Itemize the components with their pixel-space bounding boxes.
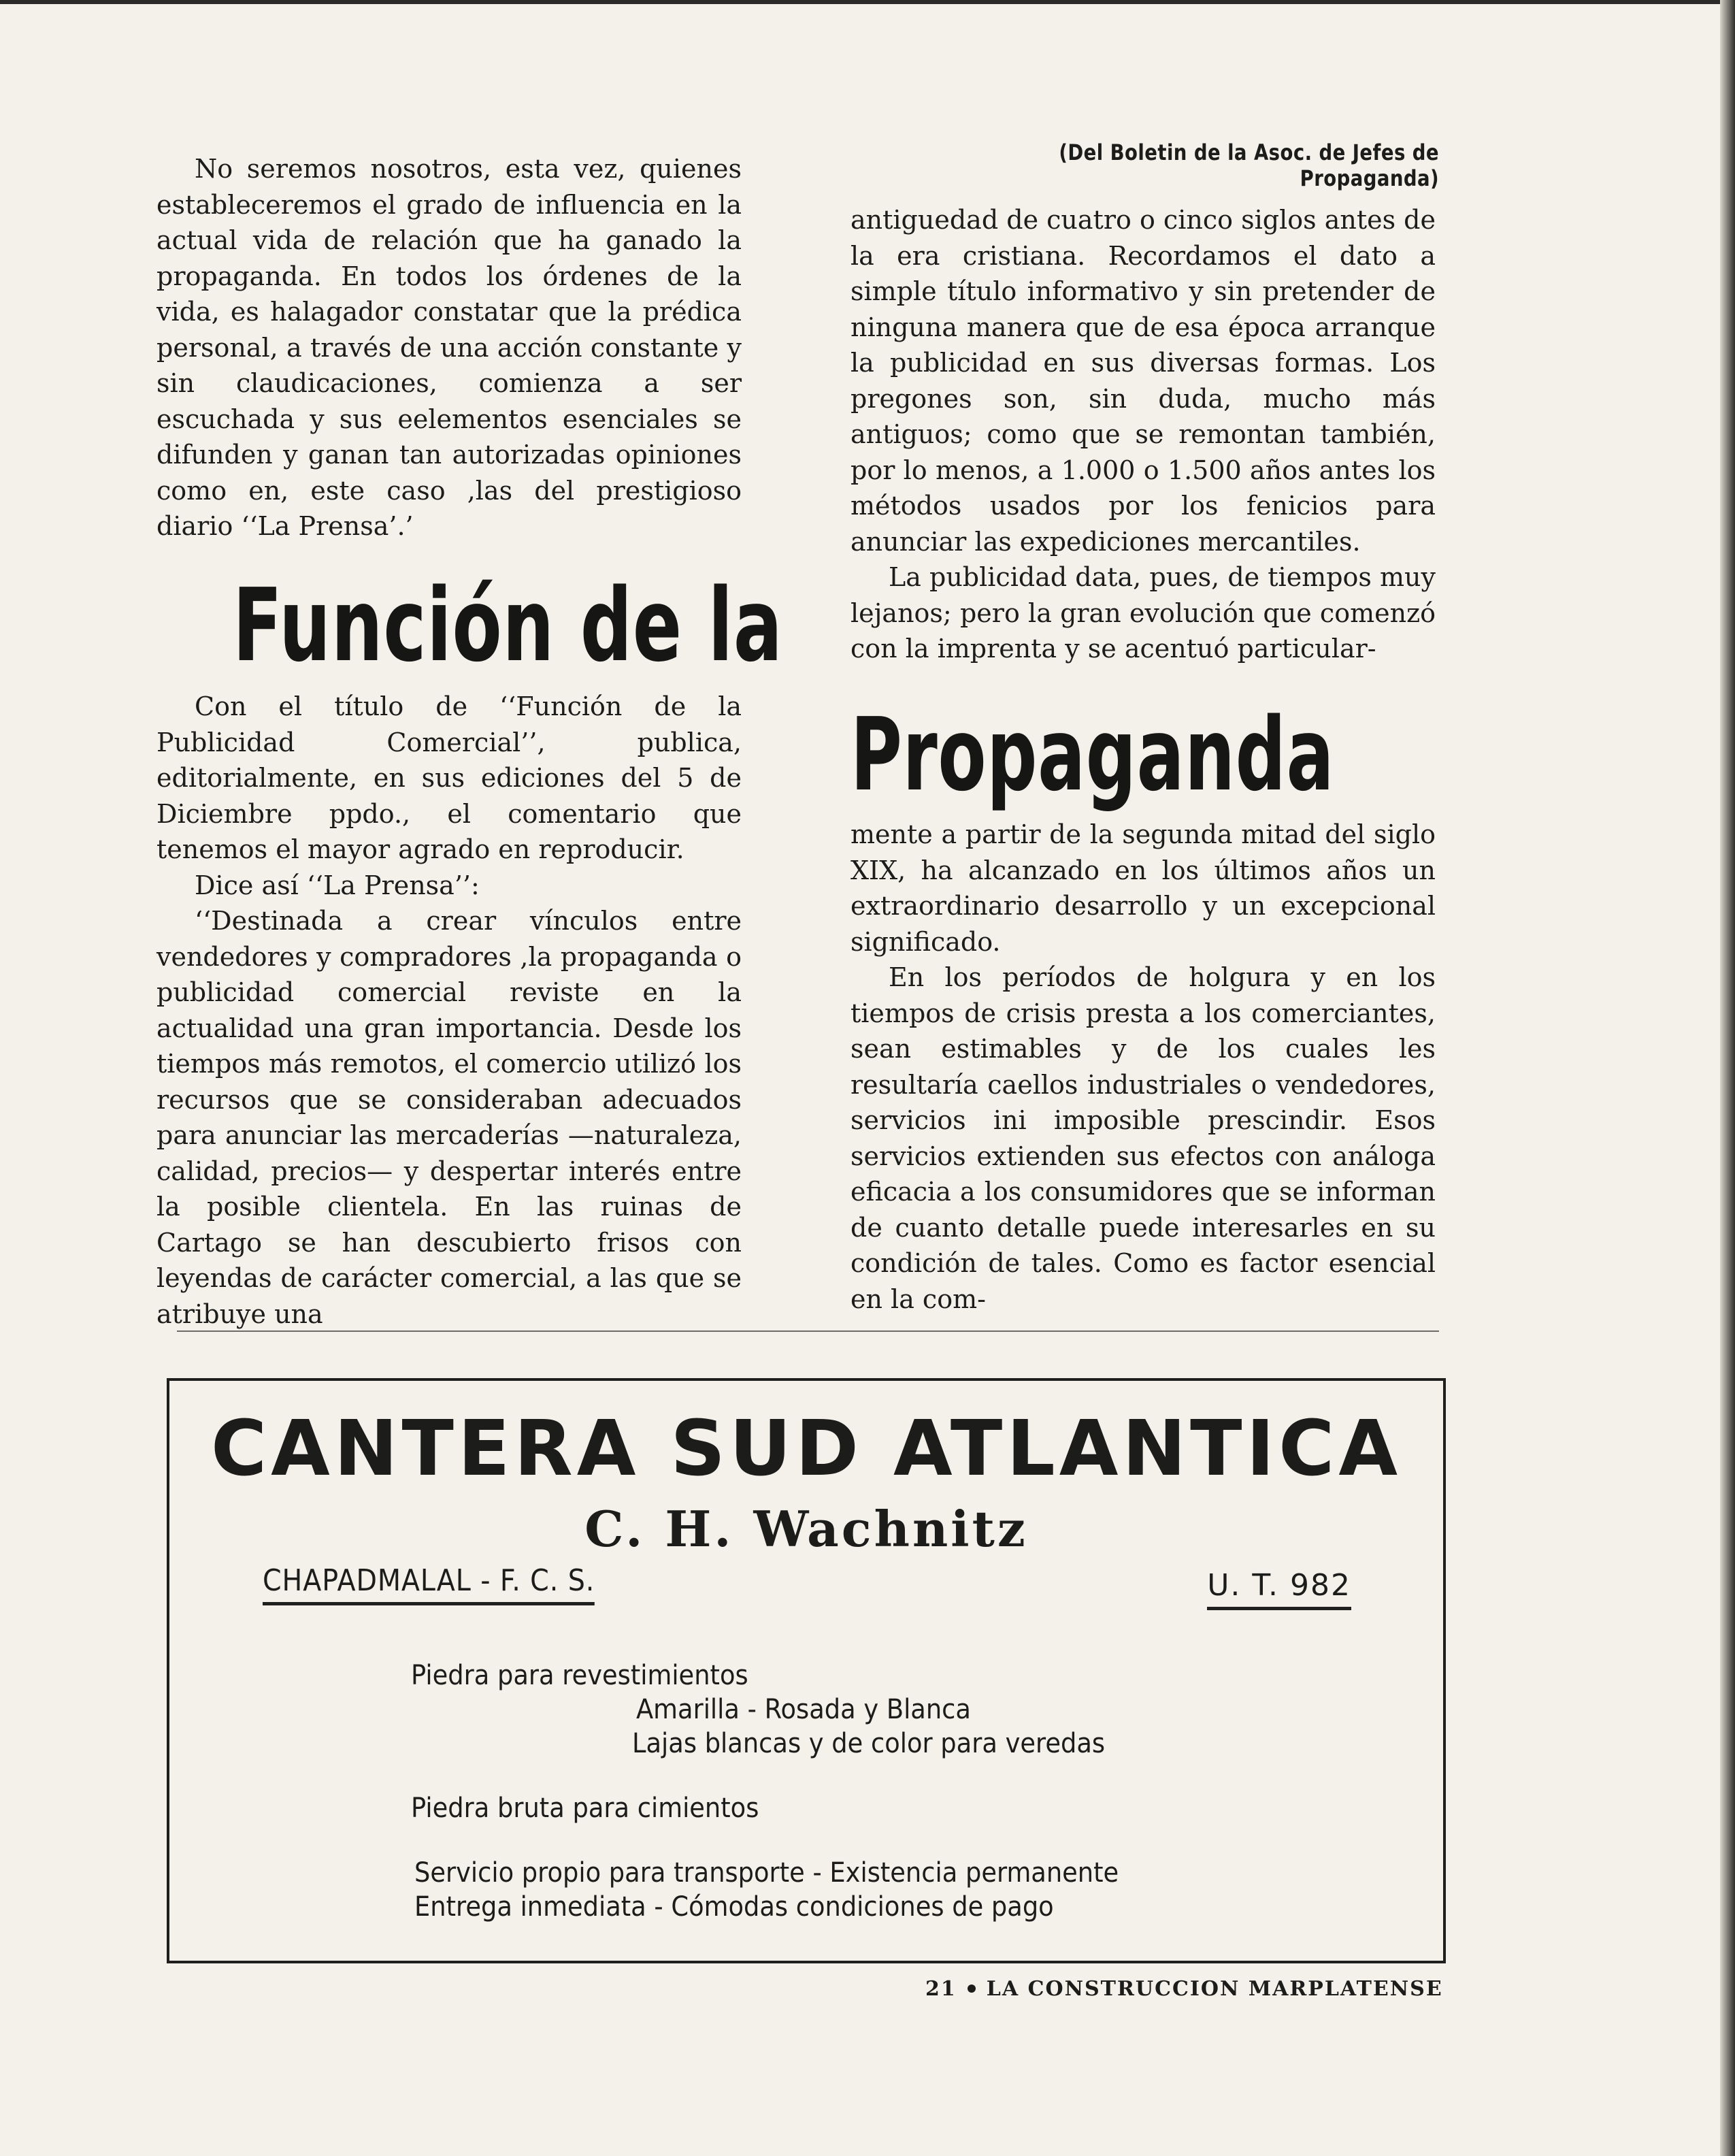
left-column-text <box>156 689 742 1332</box>
right-column-text-top <box>850 202 1436 667</box>
paragraph: En los períodos de holgura y en los tiempos de crisis presta a los comerciantes, sean estimables y de los cuales les resultaría caellos industriales o vendedores, servicios ini imposible prescindir. Esos servicios extienden sus efectos con análoga eficacia a los consumidores que se informan de cuanto detalle puede interesarles en su condición de tales. Como es factor esencial en la com- <box>850 962 1436 1314</box>
page-binding-edge <box>1720 0 1735 2156</box>
paragraph: ‘‘Destinada a crear vínculos entre vendedores y compradores ,la propaganda o publicidad comercial reviste en la actualidad una gran importancia. Desde los tiempos más remotos, el comercio utilizó los recursos que se consideraban adecuados para anunciar las mercaderías —naturaleza, calidad, precios— y despertar interés entre la posible clientela. En las ruinas de Cartago se han descubierto frisos con leyendas de carácter comercial, a las que se atribuye una <box>156 906 742 1329</box>
right-column-text-bottom <box>850 817 1436 1317</box>
headline-part-1: Función de la <box>233 567 783 684</box>
ad-line: Lajas blancas y de color para veredas <box>632 1728 1106 1759</box>
ad-line: Amarilla - Rosada y Blanca <box>636 1694 971 1725</box>
paragraph: Dice así ‘‘La Prensa’’: <box>195 870 480 900</box>
page-footer <box>925 1977 1443 2001</box>
page-number: 21 <box>925 1977 957 2001</box>
paragraph: Con el título de ‘‘Función de la Publicidad Comercial’’, publica, editorialmente, en sus ediciones del 5 de Diciembre ppdo., el comentario que tenemos el mayor agrado en reproducir. <box>156 691 742 864</box>
top-scan-border <box>0 0 1735 4</box>
ad-location: CHAPADMALAL - F. C. S. <box>263 1563 595 1605</box>
ad-line: Piedra para revestimientos <box>411 1660 748 1691</box>
paragraph: No seremos nosotros, esta vez, quienes estableceremos el grado de influencia en la actual vida de relación que ha ganado la propaganda. En todos los órdenes de la vida, es halagador constatar que la prédica personal, a través de una acción constante y sin claudicaciones, comienza a ser escuchada y sus eelementos esenciales se difunden y ganan tan autorizadas opiniones como en, este caso ,las del prestigioso diario ‘‘La Prensa’.’ <box>156 154 742 541</box>
source-credit: (Del Boletin de la Asoc. de Jefes de Propaganda) <box>1059 140 1439 191</box>
intro-text <box>156 151 742 544</box>
ad-line: Piedra bruta para cimientos <box>411 1793 759 1824</box>
ad-line: Servicio propio para transporte - Existencia permanente <box>414 1857 1119 1889</box>
ad-phone: U. T. 982 <box>1207 1568 1351 1610</box>
ad-company-name: CANTERA SUD ATLANTICA <box>210 1405 1402 1493</box>
bullet-icon <box>968 1984 976 1993</box>
paragraph: antiguedad de cuatro o cinco siglos antes de la era cristiana. Recordamos el dato a simple título informativo y sin pretender de ninguna manera que de esa época arranque la publicidad en sus diversas formas. Los pregones son, sin duda, mucho más antiguos; como que se remontan también, por lo menos, a 1.000 o 1.500 años antes los métodos usados por los fenicios para anunciar las expediciones mercantiles. <box>850 205 1436 557</box>
section-divider <box>177 1330 1439 1332</box>
paragraph: mente a partir de la segunda mitad del siglo XIX, ha alcanzado en los últimos años un extraordinario desarrollo y un excepcional significado. <box>850 819 1436 957</box>
advertisement-box <box>167 1378 1446 1963</box>
ad-owner-name: C. H. Wachnitz <box>584 1500 1028 1558</box>
magazine-name: LA CONSTRUCCION MARPLATENSE <box>986 1977 1443 2001</box>
paragraph: La publicidad data, pues, de tiempos muy lejanos; pero la gran evolución que comenzó con la imprenta y se acentuó particular- <box>850 562 1436 664</box>
ad-line: Entrega inmediata - Cómodas condiciones de pago <box>414 1891 1054 1923</box>
headline-part-2: Propaganda <box>850 696 1335 813</box>
